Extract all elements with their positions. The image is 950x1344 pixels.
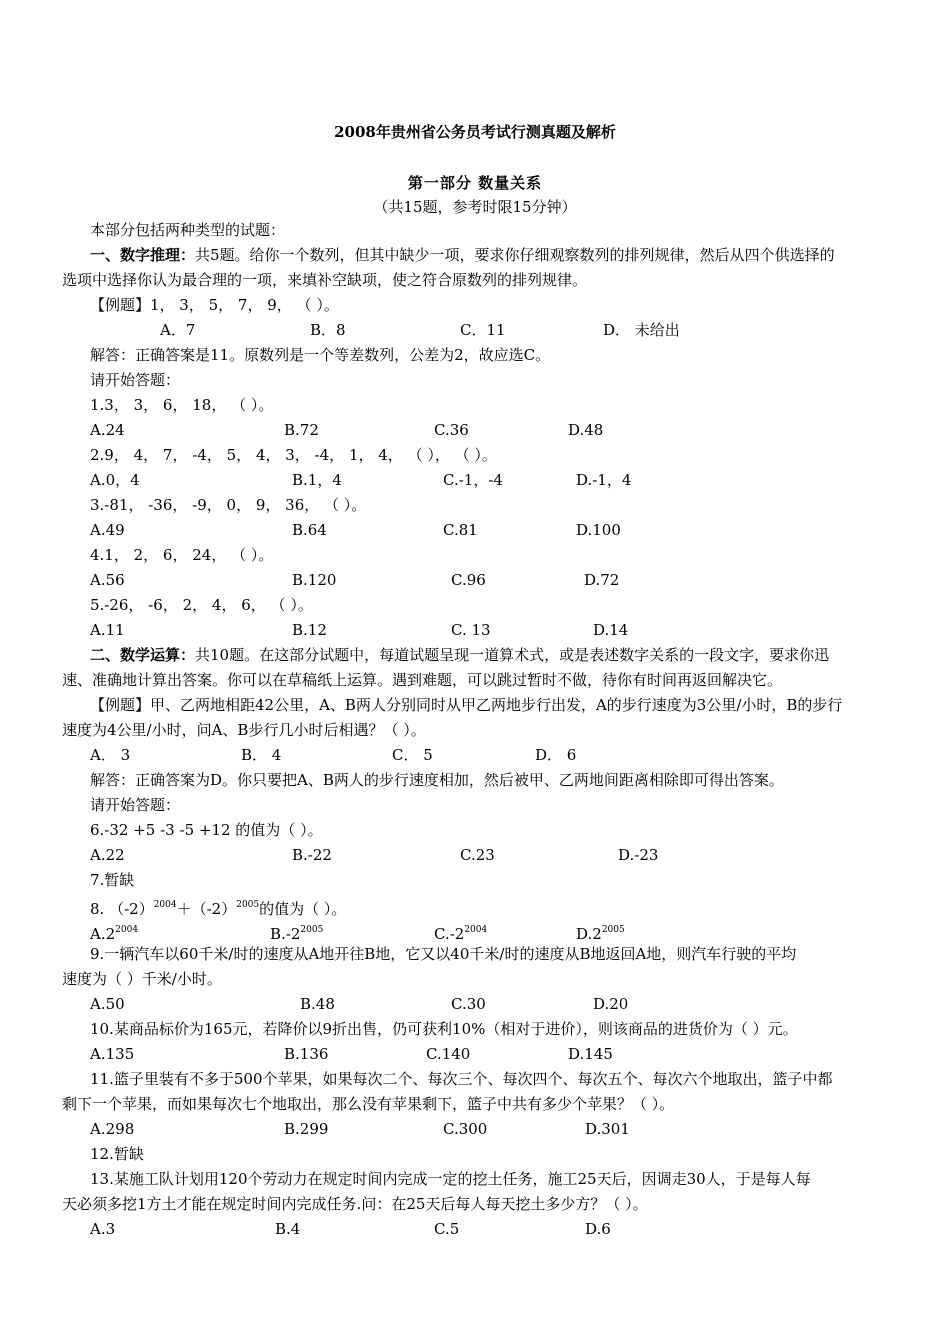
q6-option-b: B.-22	[292, 846, 332, 864]
q11-option-c: C.300	[443, 1120, 488, 1138]
q10-option-b: B.136	[284, 1045, 329, 1063]
q8-option-c	[434, 920, 487, 944]
q2-option-a: A.0，4	[90, 471, 140, 489]
q13-option-c: C.5	[434, 1220, 460, 1238]
q8-option-b-label: B.-2	[270, 925, 301, 943]
example1-answer: 解答：正确答案是11。原数列是一个等差数列，公差为2，故应选C。	[90, 346, 551, 364]
section2-text-b: 速、准确地计算出答案。你可以在草稿纸上运算。遇到难题，可以跳过暂时不做，待你有时间再返回解决它。	[62, 671, 783, 689]
q13-option-a: A.3	[90, 1220, 116, 1238]
question-3: 3.-81， -36， -9， 0， 9， 36， （ ）。	[90, 496, 367, 514]
question-11-b: 剩下一个苹果，而如果每次七个地取出，那么没有苹果剩下，篮子中共有多少个苹果？（ ）。	[62, 1095, 675, 1113]
question-13-a: 13.某施工队计划用120个劳动力在规定时间内完成一定的挖土任务，施工25天后，因调走30人，于是每人每	[90, 1170, 811, 1188]
question-8	[90, 895, 346, 919]
q3-option-d: D.100	[576, 521, 621, 539]
question-13-b: 天必须多挖1方土才能在规定时间内完成任务.问：在25天后每人每天挖土多少方？（ ）。	[62, 1195, 648, 1213]
example2-question-b: 速度为4公里/小时，问A、B步行几小时后相遇？（ ）。	[62, 721, 426, 739]
q8-option-c-exponent: 2004	[464, 925, 488, 935]
document-title: 2008年贵州省公务员考试行测真题及解析	[334, 123, 616, 141]
section2-line-1	[90, 645, 829, 665]
q1-option-d: D.48	[568, 421, 604, 439]
q8-text-a: 8. （-2）	[90, 900, 154, 918]
q8-exponent-2: 2005	[236, 900, 260, 910]
section1-heading: 一、数字推理：	[90, 246, 196, 264]
q8-exponent-1: 2004	[153, 900, 177, 910]
example2-option-d: D． 6	[535, 746, 577, 764]
q8-option-b-exponent: 2005	[300, 925, 324, 935]
q4-option-b: B.120	[292, 571, 337, 589]
q1-option-a: A.24	[90, 421, 125, 439]
question-1: 1.3， 3， 6， 18， （ ）。	[90, 396, 274, 414]
q8-option-d	[576, 920, 625, 944]
start-prompt-1: 请开始答题：	[90, 371, 181, 389]
q11-option-b: B.299	[284, 1120, 329, 1138]
section2-heading: 二、数学运算：	[90, 646, 196, 664]
question-9-b: 速度为（ ）千米/小时。	[62, 970, 222, 988]
q8-option-b	[270, 920, 323, 944]
q3-option-c: C.81	[443, 521, 478, 539]
example1-question: 【例题】1， 3， 5， 7， 9， （ ）。	[90, 296, 339, 314]
q2-option-d: D.-1，4	[576, 471, 632, 489]
q10-option-d: D.145	[568, 1045, 613, 1063]
section1-line-1	[90, 245, 835, 265]
q9-option-d: D.20	[593, 995, 629, 1013]
section2-text-a: 共10题。在这部分试题中，每道试题呈现一道算术式，或是表述数字关系的一段文字，要求你迅	[195, 646, 830, 664]
q8-option-d-exponent: 2005	[601, 925, 625, 935]
question-9-a: 9.一辆汽车以60千米/时的速度从A地开往B地，它又以40千米/时的速度从B地返回A地，则汽车行驶的平均	[90, 945, 797, 963]
example1-option-b: B．8	[310, 321, 346, 339]
q8-text-b: ＋（-2）	[176, 900, 237, 918]
q8-option-d-label: D.2	[576, 925, 602, 943]
q8-option-a	[90, 920, 138, 944]
q13-option-d: D.6	[585, 1220, 611, 1238]
q8-text-c: 的值为（ ）。	[259, 900, 347, 918]
question-4: 4.1， 2， 6， 24， （ ）。	[90, 546, 274, 564]
example2-question-a: 【例题】甲、乙两地相距42公里，A、B两人分别同时从甲乙两地步行出发，A的步行速度为3公里/小时，B的步行	[90, 696, 843, 714]
question-5: 5.-26， -6， 2， 4， 6， （ ）。	[90, 596, 313, 614]
q9-option-b: B.48	[300, 995, 335, 1013]
q8-option-a-label: A.2	[90, 925, 116, 943]
q1-option-c: C.36	[434, 421, 469, 439]
q5-option-d: D.14	[593, 621, 629, 639]
q5-option-b: B.12	[292, 621, 327, 639]
q13-option-b: B.4	[275, 1220, 301, 1238]
q2-option-b: B.1，4	[292, 471, 342, 489]
start-prompt-2: 请开始答题：	[90, 796, 181, 814]
example2-option-a: A． 3	[90, 746, 131, 764]
example2-answer: 解答：正确答案为D。你只要把A、B两人的步行速度相加，然后被甲、乙两地间距离相除即可得出答案。	[90, 771, 784, 789]
example1-option-a: A．7	[160, 321, 196, 339]
q6-option-a: A.22	[90, 846, 125, 864]
question-10: 10.某商品标价为165元，若降价以9折出售，仍可获利10%（相对于进价），则该商品的进货价为（ ）元。	[90, 1020, 798, 1038]
question-6: 6.-32 +5 -3 -5 +12 的值为（ ）。	[90, 821, 323, 839]
q5-option-c: C. 13	[451, 621, 491, 639]
example2-option-b: B． 4	[241, 746, 282, 764]
q2-option-c: C.-1，-4	[443, 471, 503, 489]
intro-text: 本部分包括两种类型的试题：	[90, 221, 286, 239]
q11-option-d: D.301	[585, 1120, 630, 1138]
q9-option-c: C.30	[451, 995, 486, 1013]
example2-option-c: C． 5	[392, 746, 433, 764]
q6-option-d: D.-23	[618, 846, 659, 864]
q11-option-a: A.298	[90, 1120, 135, 1138]
q3-option-a: A.49	[90, 521, 125, 539]
q5-option-a: A.11	[90, 621, 125, 639]
q6-option-c: C.23	[460, 846, 495, 864]
q10-option-a: A.135	[90, 1045, 135, 1063]
section1-text-b: 选项中选择你认为最合理的一项，来填补空缺项，使之符合原数列的排列规律。	[62, 271, 588, 289]
question-7: 7.暂缺	[90, 871, 135, 889]
example1-option-c: C．11	[460, 321, 506, 339]
part-note: （共15题，参考时限15分钟）	[373, 198, 577, 216]
q1-option-b: B.72	[284, 421, 319, 439]
q4-option-c: C.96	[451, 571, 486, 589]
q4-option-d: D.72	[584, 571, 620, 589]
q3-option-b: B.64	[292, 521, 327, 539]
part-title: 第一部分 数量关系	[407, 174, 543, 192]
question-12: 12.暂缺	[90, 1145, 144, 1163]
q4-option-a: A.56	[90, 571, 125, 589]
question-2: 2.9， 4， 7， -4， 5， 4， 3， -4， 1， 4， （ ）， （ ）。	[90, 446, 497, 464]
q8-option-a-exponent: 2004	[115, 925, 139, 935]
q10-option-c: C.140	[426, 1045, 471, 1063]
section1-text-a: 共5题。给你一个数列，但其中缺少一项，要求你仔细观察数列的排列规律，然后从四个供选择的	[195, 246, 835, 264]
q9-option-a: A.50	[90, 995, 125, 1013]
example1-option-d: D． 未给出	[603, 321, 680, 339]
q8-option-c-label: C.-2	[434, 925, 465, 943]
question-11-a: 11.篮子里装有不多于500个苹果，如果每次二个、每次三个、每次四个、每次五个、每次六个地取出，篮子中都	[90, 1070, 833, 1088]
